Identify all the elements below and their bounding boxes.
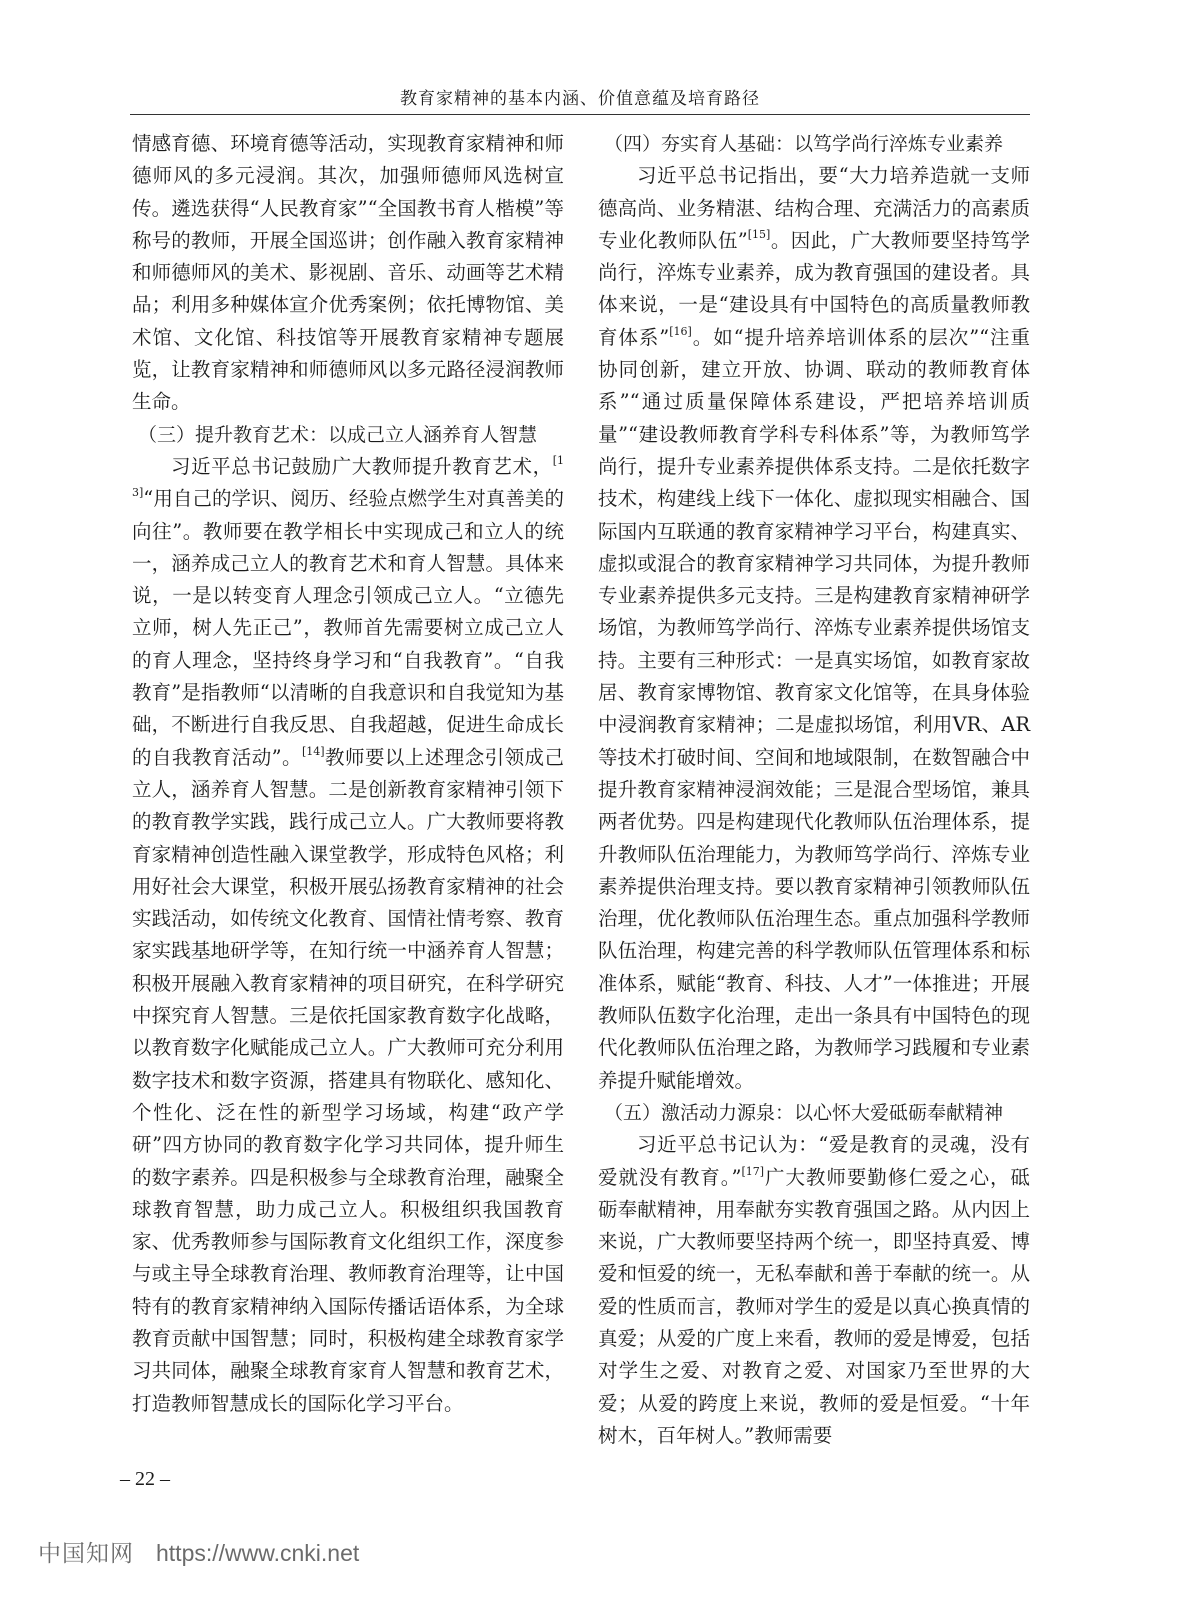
paragraph-text: 教师要以上述理念引领成己立人，涵养育人智慧。二是创新教育家精神引领下的教育教学实践，践行成己立人。广大教师要将教育家精神创造性融入课堂教学，形成特色风格；利用好社会大课堂，积极开展弘扬教育家精神的社会实践活动，如传统文化教育、国情社情考察、教育家实践基地研学等，在知行统一中涵养育人智慧；积极开展融入教育家精神的项目研究，在科学研究中探究育人智慧。三是依托国家教育数字化战略，以教育数字化赋能成己立人。广大教师可充分利用数字技术和数字资源，搭建具有物联化、感知化、个性化、泛在性的新型学习场域，构建“政产学研”四方协同的教育数字化学习共同体，提升师生的数字素养。四是积极参与全球教育治理，融聚全球教育智慧，助力成己立人。积极组织我国教育家、优秀教师参与国际教育文化组织工作，深度参与或主导全球教育治理、教师教育治理等，让中国特有的教育家精神纳入国际传播话语体系，为全球教育贡献中国智慧；同时，积极构建全球教育家学习共同体，融聚全球教育家育人智慧和教育艺术，打造教师智慧成长的国际化学习平台。 (132, 745, 564, 1415)
paragraph-text: “用自己的学识、阅历、经验点燃学生对真善美的向往”。教师要在教学相长中实现成己和立人的统一，涵养成己立人的教育艺术和育人智慧。具体来说，一是以转变育人理念引领成己立人。“立德先立师，树人先正己”，教师首先需要树立成己立人的育人理念，坚持终身学习和“自我教育”。“自我教育”是指教师“以清晰的自我意识和自我觉知为基础，不断进行自我反思、自我超越，促进生命成长的自我教育活动”。 (132, 487, 564, 769)
header-rule (130, 114, 1030, 115)
paragraph (598, 160, 1030, 1097)
left-column (132, 128, 564, 1420)
citation-14: [14] (302, 744, 325, 758)
section-heading-3: （三）提升教育艺术：以成己立人涵养育人智慧 (138, 423, 538, 446)
page-number: – 22 – (120, 1468, 170, 1490)
paragraph (598, 1129, 1030, 1452)
paragraph-text: 广大教师要勤修仁爱之心，砥砺奉献精神，用奉献夯实教育强国之路。从内因上来说，广大教师要坚持两个统一，即坚持真爱、博爱和恒爱的统一，无私奉献和善于奉献的统一。从爱的性质而言，教师对学生的爱是以真心换真情的真爱；从爱的广度上来看，教师的爱是博爱，包括对学生之爱、对教育之爱、对国家乃至世界的大爱；从爱的跨度上来说，教师的爱是恒爱。“十年树木，百年树人。”教师需要 (598, 1165, 1030, 1447)
citation-15: [15] (747, 227, 771, 241)
paragraph-text: 习近平总书记认为：“爱是教育的灵魂，没有爱就没有教育。” (598, 1133, 1030, 1189)
citation-17: [17] (741, 1164, 765, 1178)
cnki-url[interactable]: https://www.cnki.net (156, 1540, 360, 1566)
paragraph-text: 。如“提升培养培训体系的层次”“注重协同创新，建立开放、协调、联动的教师教育体系”“通过质量保障体系建设，严把培养培训质量”“建设教师教育学科专科体系”等，为教师笃学尚行，提升专业素养提供体系支持。二是依托数字技术，构建线上线下一体化、虚拟现实相融合、国际国内互联通的教育家精神学习平台，构建真实、虚拟或混合的教育家精神学习共同体，为提升教师专业素养提供多元支持。三是构建教育家精神研学场馆，为教师笃学尚行、淬炼专业素养提供场馆支持。主要有三种形式：一是真实场馆，如教育家故居、教育家博物馆、教育家文化馆等，在具身体验中浸润教育家精神；二是虚拟场馆，利用VR、AR等技术打破时间、空间和地域限制，在数智融合中提升教育家精神浸润效能；三是混合型场馆，兼具两者优势。四是构建现代化教师队伍治理体系，提升教师队伍治理能力，为教师笃学尚行、淬炼专业素养提供治理支持。要以教育家精神引领教师队伍治理，优化教师队伍治理生态。重点加强科学教师队伍治理，构建完善的科学教师队伍管理体系和标准体系，赋能“教育、科技、人才”一体推进；开展教师队伍数字化治理，走出一条具有中国特色的现代化教师队伍治理之路，为教师学习践履和专业素养提升赋能增效。 (598, 325, 1030, 1092)
right-column (598, 128, 1030, 1452)
section-heading-4: （四）夯实育人基础：以笃学尚行淬炼专业素养 (604, 133, 1004, 155)
paragraph: 情感育德、环境育德等活动，实现教育家精神和师德师风的多元浸润。其次，加强师德师风选树宣传。遴选获得“人民教育家”“全国教书育人楷模”等称号的教师，开展全国巡讲；创作融入教育家精神和师德师风的美术、影视剧、音乐、动画等艺术精品；利用多种媒体宣介优秀案例；依托博物馆、美术馆、文化馆、科技馆等开展教育家精神专题展览，让教育家精神和师德师风以多元路径浸润教师生命。 (132, 132, 564, 414)
paragraph-text: 习近平总书记鼓励广大教师提升教育艺术， (171, 454, 553, 478)
section-heading-5: （五）激活动力源泉：以心怀大爱砥砺奉献精神 (604, 1101, 1004, 1124)
citation-13: [13] (132, 453, 564, 500)
cnki-watermark (38, 1538, 359, 1568)
paragraph (132, 451, 564, 1420)
running-header: 教育家精神的基本内涵、价值意蕴及培育路径 (400, 89, 760, 109)
citation-16: [16] (669, 324, 692, 338)
cnki-logo-text: 中国知网 (38, 1541, 134, 1567)
paragraph-text: 。因此，广大教师要坚持笃学尚行，淬炼专业素养，成为教育强国的建设者。具体来说，一是“建设具有中国特色的高质量教师教育体系” (598, 228, 1030, 349)
paragraph-text: 习近平总书记指出，要“大力培养造就一支师德高尚、业务精湛、结构合理、充满活力的高素质专业化教师队伍” (598, 164, 1030, 252)
